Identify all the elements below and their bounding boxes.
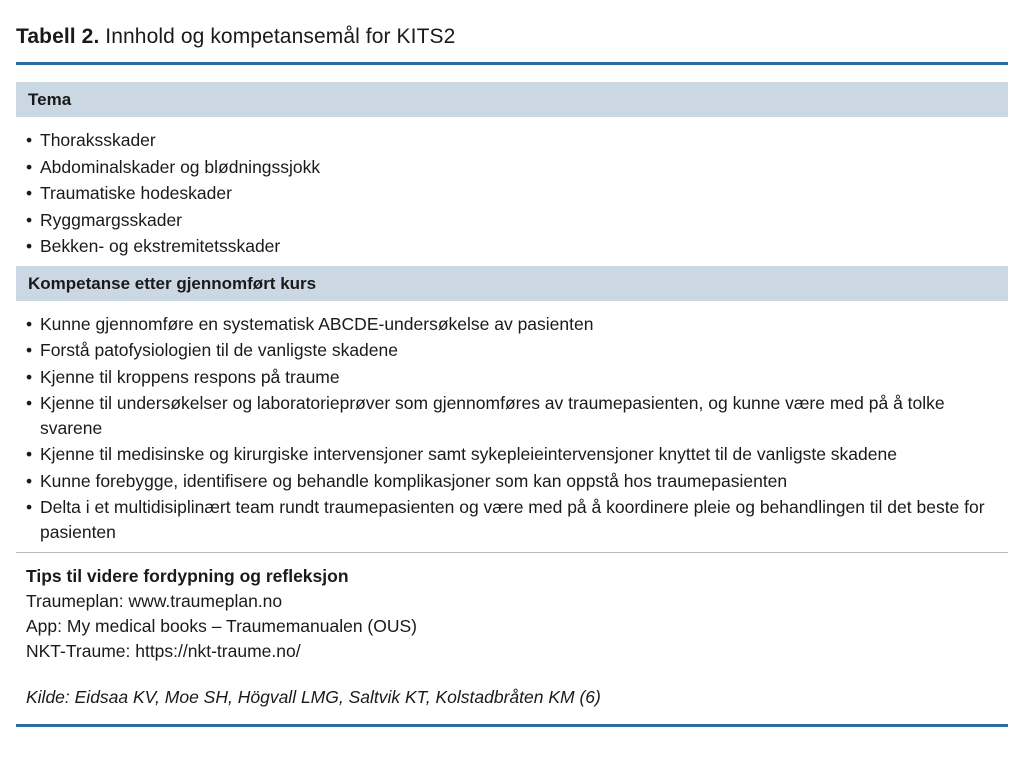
kompetanse-list (16, 301, 1008, 545)
list-item: • Kjenne til kroppens respons på traume (16, 363, 1008, 390)
top-rule (16, 62, 1008, 65)
tips-line-traumeplan: Traumeplan: www.traumeplan.no (26, 591, 283, 611)
footer-separator (16, 552, 1008, 553)
source-citation: Kilde: Eidsaa KV, Moe SH, Högvall LMG, Saltvik KT, Kolstadbråten KM (6) (26, 687, 601, 707)
bottom-rule (16, 724, 1008, 727)
list-item: • Kunne gjennomføre en systematisk ABCDE-undersøkelse av pasienten (16, 310, 1008, 337)
section-header-tema: Tema (16, 82, 1008, 117)
list-item: • Kjenne til medisinske og kirurgiske intervensjoner samt sykepleieintervensjoner knyttet til de vanligste skadene (16, 440, 1008, 467)
list-item: • Abdominalskader og blødningssjokk (16, 153, 1008, 180)
list-item: • Kunne forebygge, identifisere og behandle komplikasjoner som kan oppstå hos traumepasienten (16, 467, 1008, 494)
tips-title: Tips til videre fordypning og refleksjon (26, 566, 349, 586)
list-item: • Traumatiske hodeskader (16, 179, 1008, 206)
tema-list (16, 117, 1008, 259)
list-item: • Ryggmargsskader (16, 206, 1008, 233)
list-item: • Thoraksskader (16, 126, 1008, 153)
section-header-kompetanse: Kompetanse etter gjennomført kurs (16, 266, 1008, 301)
caption-text: Innhold og kompetansemål for KITS2 (99, 25, 456, 48)
list-item: • Kjenne til undersøkelser og laboratorieprøver som gjennomføres av traumepasienten, og kunne være med på å tolke svarene (16, 389, 1008, 440)
tips-line-app: App: My medical books – Traumemanualen (OUS) (26, 616, 417, 636)
table-caption (16, 0, 1008, 62)
list-item: • Delta i et multidisiplinært team rundt traumepasienten og være med på å koordinere pleie og behandlingen til det beste for pasienten (16, 493, 1008, 544)
tips-line-nkt: NKT-Traume: https://nkt-traume.no/ (26, 641, 301, 661)
list-item: • Forstå patofysiologien til de vanligste skadene (16, 336, 1008, 363)
list-item: • Bekken- og ekstremitetsskader (16, 232, 1008, 259)
caption-label: Tabell 2. (16, 25, 100, 48)
